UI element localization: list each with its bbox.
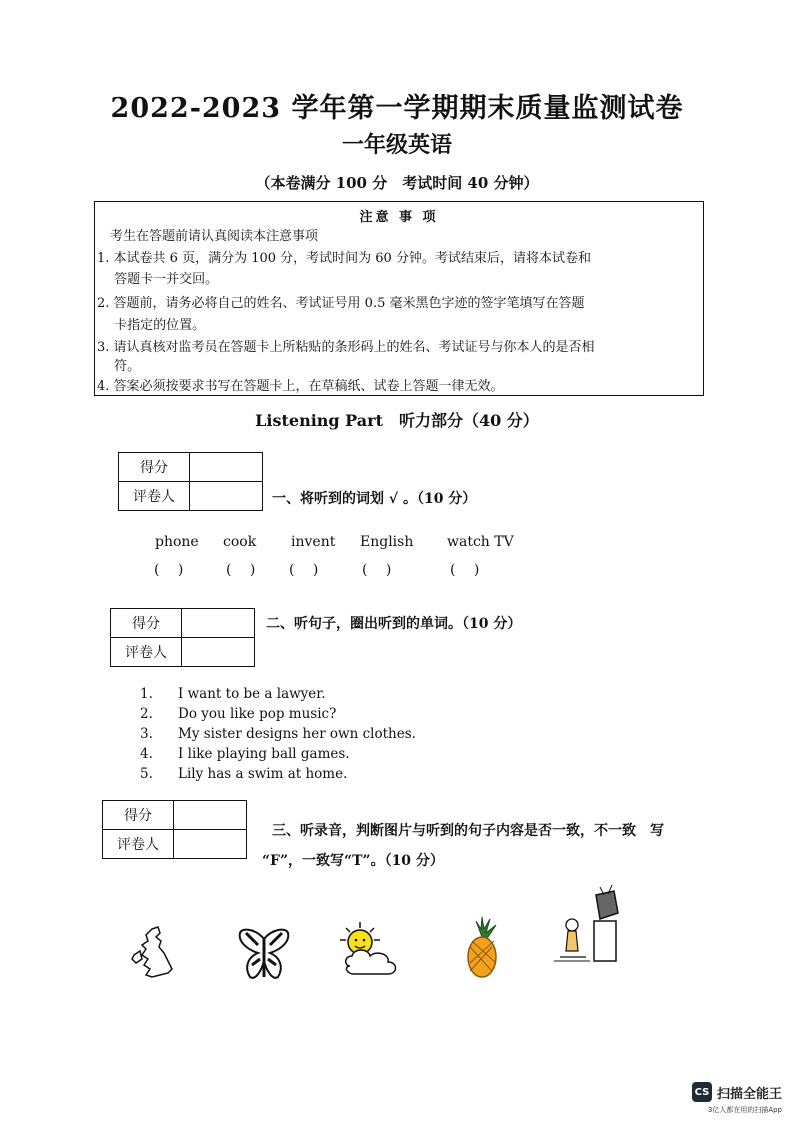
q1-answer-blank[interactable]: ( ) bbox=[450, 562, 480, 578]
notice-line: 4. 答案必须按要求书写在答题卡上，在草稿纸、试卷上答题一律无效。 bbox=[97, 379, 504, 394]
q2-item-text: I like playing ball games. bbox=[178, 746, 350, 762]
butterfly-icon bbox=[236, 925, 292, 985]
q1-word: cook bbox=[223, 534, 257, 550]
grader-blank[interactable] bbox=[182, 638, 255, 667]
q2-item-text: I want to be a lawyer. bbox=[178, 686, 326, 702]
boy-watching-tv-icon bbox=[550, 885, 628, 967]
scanner-watermark bbox=[692, 1082, 782, 1102]
uk-map-icon bbox=[130, 925, 180, 983]
q3-title-line2: “F”，一致写“T”。（10 分） bbox=[262, 853, 444, 869]
score-label: 得分 bbox=[111, 609, 182, 638]
q2-item-num: 2. bbox=[140, 706, 153, 722]
score-table-q2 bbox=[110, 608, 255, 667]
camscanner-logo-icon: CS bbox=[692, 1082, 712, 1102]
notice-line: 3. 请认真核对监考员在答题卡上所粘贴的条形码上的姓名、考试证号与你本人的是否相 bbox=[97, 340, 595, 355]
q2-item-num: 1. bbox=[140, 686, 153, 702]
q2-item-num: 4. bbox=[140, 746, 153, 762]
notice-line: 符。 bbox=[97, 359, 141, 374]
exam-meta: （本卷满分 100 分 考试时间 40 分钟） bbox=[255, 174, 539, 192]
score-table-q3 bbox=[102, 800, 247, 859]
grader-label: 评卷人 bbox=[103, 830, 174, 859]
sun-cloud-icon bbox=[338, 920, 404, 984]
scanner-tagline: 3亿人都在用的扫描App bbox=[707, 1106, 782, 1114]
q2-item-num: 5. bbox=[140, 766, 153, 782]
listening-part-title: Listening Part 听力部分（40 分） bbox=[255, 411, 539, 430]
q2-item-text: My sister designs her own clothes. bbox=[178, 726, 416, 742]
q1-answer-blank[interactable]: ( ) bbox=[362, 562, 392, 578]
q1-answer-blank[interactable]: ( ) bbox=[226, 562, 256, 578]
q2-title: 二、听句子，圈出听到的单词。（10 分） bbox=[266, 616, 522, 632]
q1-word: watch TV bbox=[447, 534, 514, 550]
grader-blank[interactable] bbox=[174, 830, 247, 859]
grader-label: 评卷人 bbox=[111, 638, 182, 667]
q2-item-text: Lily has a swim at home. bbox=[178, 766, 348, 782]
pineapple-icon bbox=[462, 915, 502, 979]
scanner-name: 扫描全能王 bbox=[716, 1086, 782, 1102]
q1-word: English bbox=[360, 534, 414, 550]
exam-title: 2022-2023 学年第一学期期末质量监测试卷 bbox=[110, 93, 684, 124]
notice-line: 卡指定的位置。 bbox=[97, 318, 206, 333]
q1-answer-blank[interactable]: ( ) bbox=[289, 562, 319, 578]
notice-box bbox=[94, 201, 704, 396]
score-label: 得分 bbox=[103, 801, 174, 830]
q2-item-text: Do you like pop music? bbox=[178, 706, 337, 722]
exam-subtitle: 一年级英语 bbox=[341, 132, 452, 158]
grader-label: 评卷人 bbox=[119, 482, 190, 511]
score-blank[interactable] bbox=[190, 453, 263, 482]
q1-word: phone bbox=[155, 534, 199, 550]
score-table-q1 bbox=[118, 452, 263, 511]
notice-title: 注意 事 项 bbox=[359, 210, 439, 225]
score-blank[interactable] bbox=[182, 609, 255, 638]
notice-line: 2. 答题前，请务必将自己的姓名、考试证号用 0.5 毫米黑色字迹的签字笔填写在答题 bbox=[97, 296, 585, 311]
score-label: 得分 bbox=[119, 453, 190, 482]
grader-blank[interactable] bbox=[190, 482, 263, 511]
q3-title-line1: 三、听录音，判断图片与听到的句子内容是否一致，不一致 写 bbox=[272, 823, 664, 839]
q1-word: invent bbox=[291, 534, 336, 550]
notice-line: 答题卡一并交回。 bbox=[97, 272, 219, 287]
q2-item-num: 3. bbox=[140, 726, 153, 742]
q1-answer-blank[interactable]: ( ) bbox=[154, 562, 184, 578]
notice-line: 1. 本试卷共 6 页，满分为 100 分，考试时间为 60 分钟。考试结束后，请将本试卷和 bbox=[97, 251, 591, 266]
notice-line: 考生在答题前请认真阅读本注意事项 bbox=[97, 229, 319, 244]
q1-title: 一、将听到的词划 √ 。（10 分） bbox=[272, 491, 477, 507]
score-blank[interactable] bbox=[174, 801, 247, 830]
